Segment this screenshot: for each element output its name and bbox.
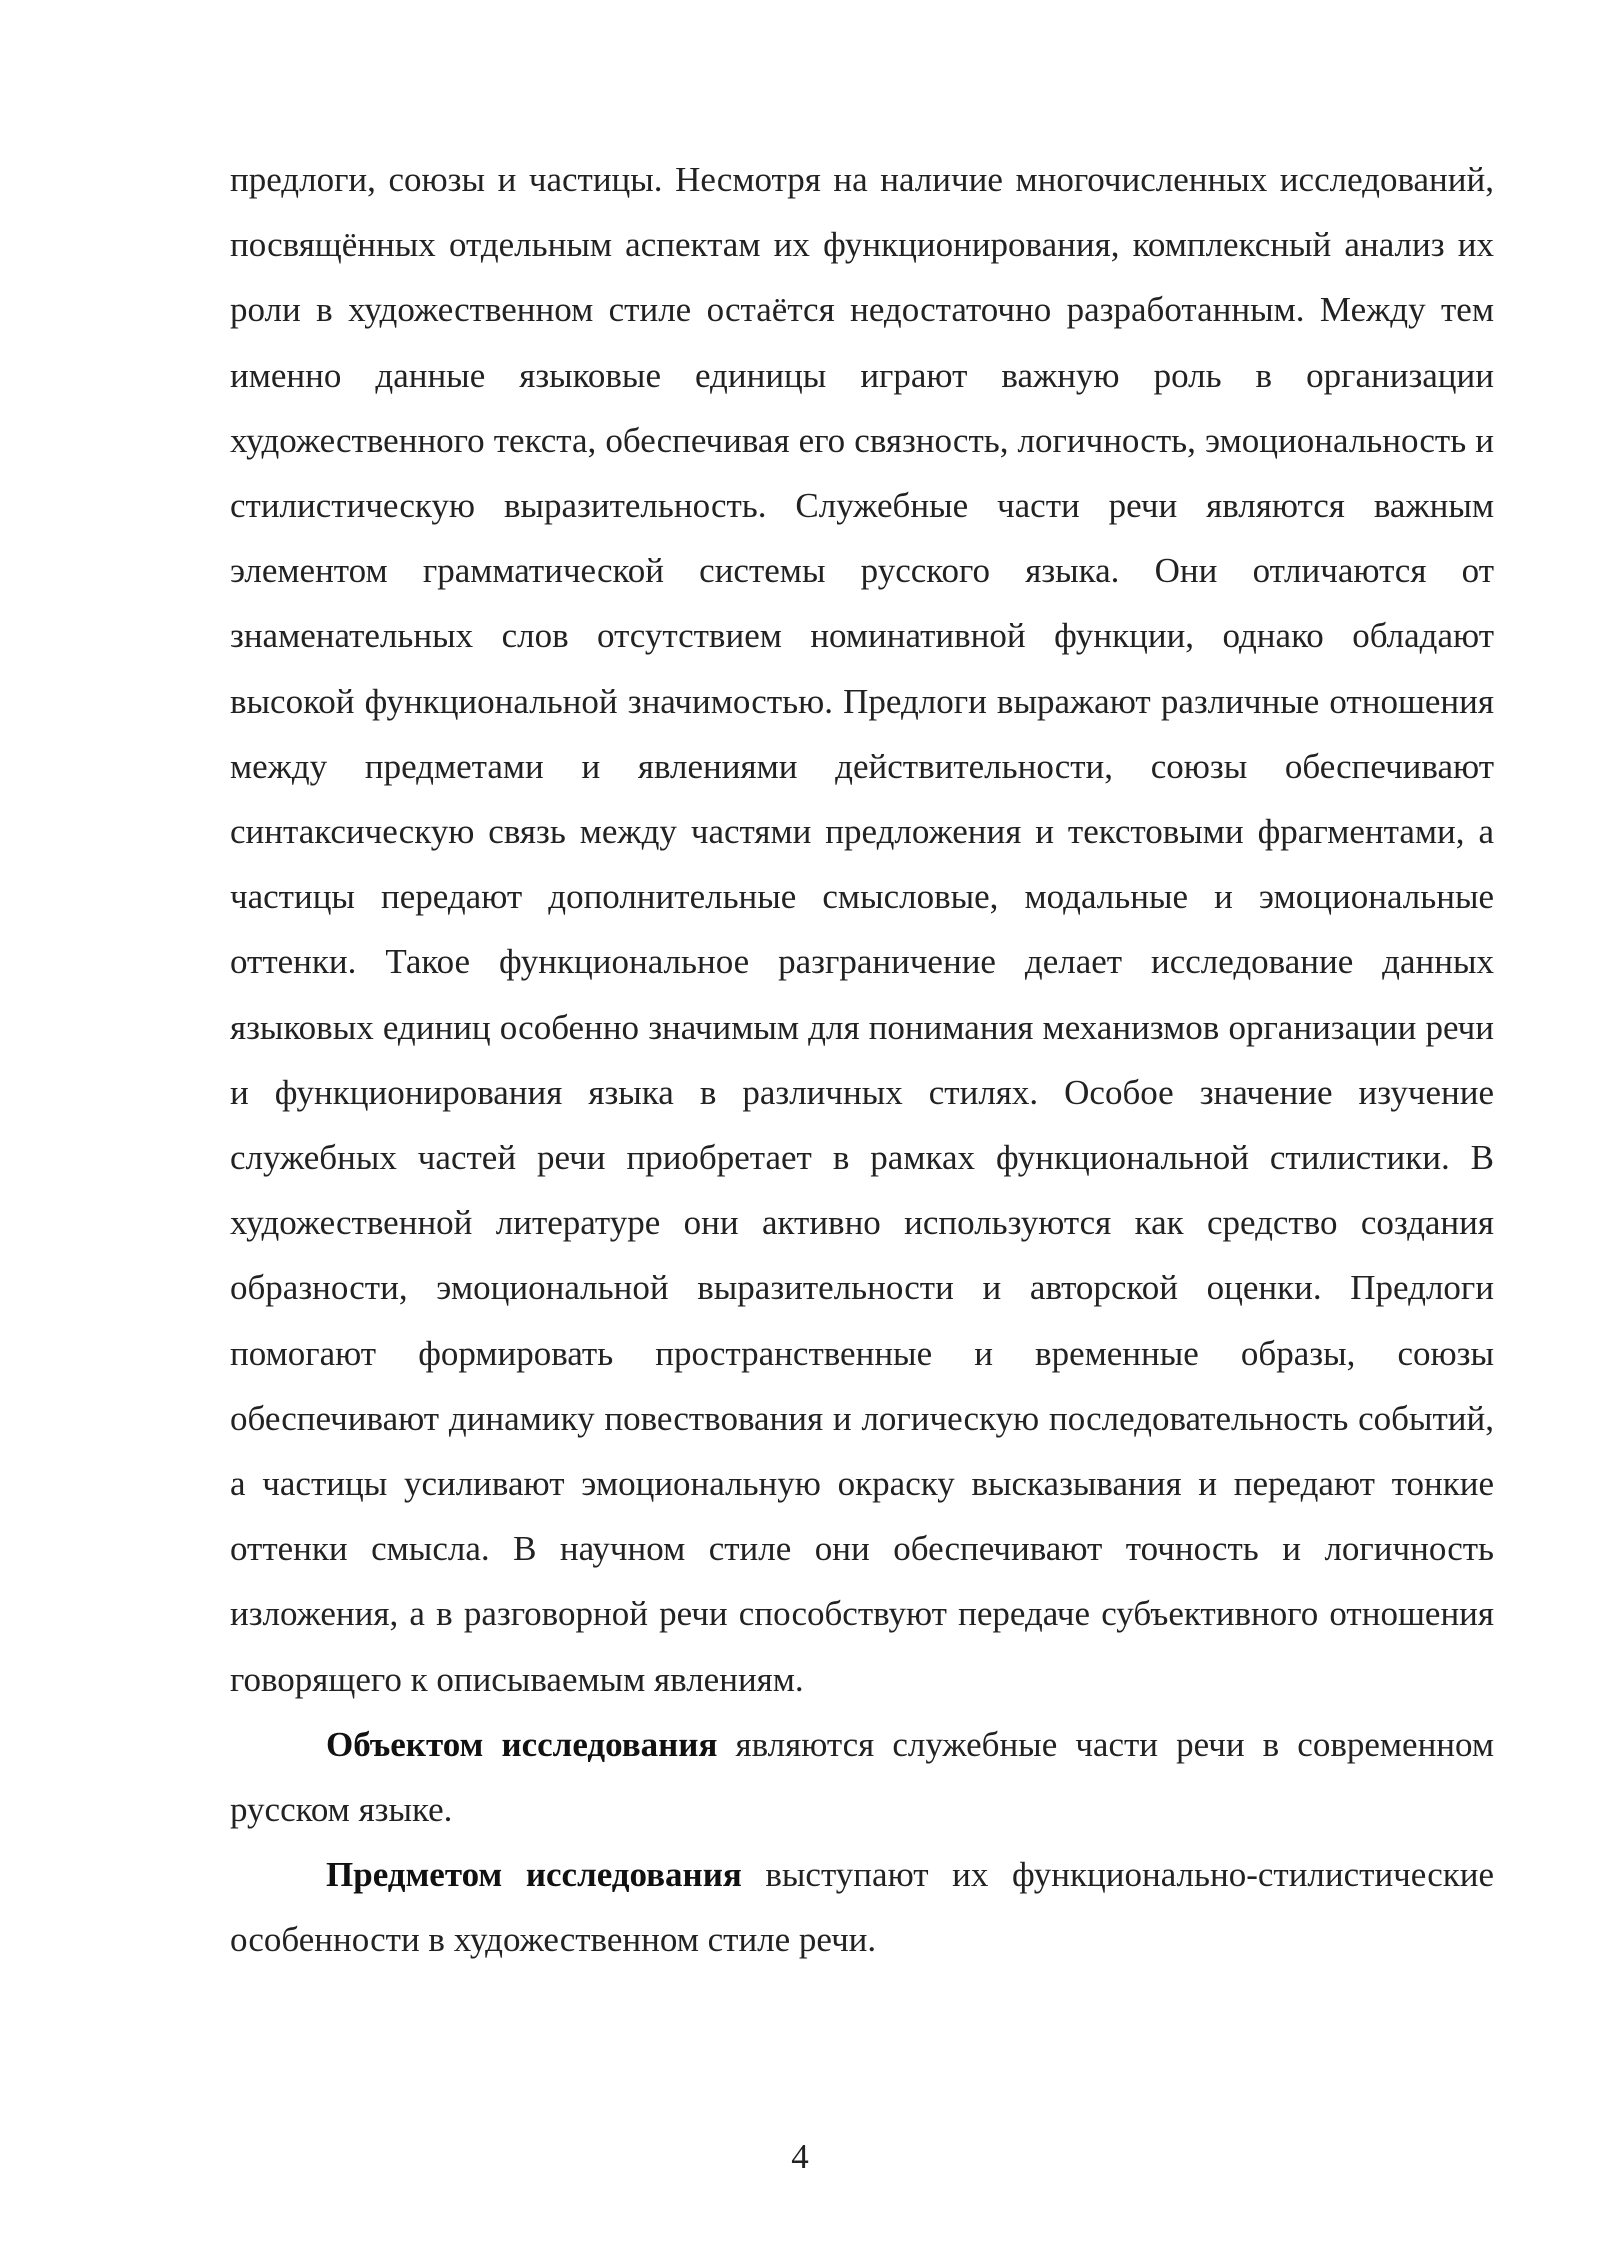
research-object-text: являются служебные части речи в современном русском языке. [230,1724,1495,1830]
body-paragraph [230,147,1494,1712]
document-body [230,147,1494,1973]
research-subject-paragraph [230,1842,1494,1972]
paragraph-text: предлоги, союзы и частицы. Несмотря на наличие многочисленных исследований, посвящённых отдельным аспектам их функционирования, комплексный анализ их роли в художественном стиле остаётся недостаточно разработанным. Между тем именно данные языковые единицы играют важную роль в организации художественного текста, обеспечивая его связность, логичность, эмоциональность и стилистическую выразительность. Служебные части речи являются важным элементом грамматической системы русского языка. Они отличаются от знаменательных слов отсутствием номинативной функции, однако обладают высокой функциональной значимостью. Предлоги выражают различные отношения между предметами и явлениями действительности, союзы обеспечивают синтаксическую связь между частями предложения и текстовыми фрагментами, а частицы передают дополнительные смысловые, модальные и эмоциональные оттенки. Такое функциональное разграничение делает исследование данных языковых единиц особенно значимым для понимания механизмов организации речи и функционирования языка в различных стилях. Особое значение изучение служебных частей речи приобретает в рамках функциональной стилистики. В художественной литературе они активно используются как средство создания образности, эмоциональной выразительности и авторской оценки. Предлоги помогают формировать пространственные и временные образы, союзы обеспечивают динамику повествования и логическую последовательность событий, а частицы усиливают эмоциональную окраску высказывания и передают тонкие оттенки смысла. В научном стиле они обеспечивают точность и логичность изложения, а в разговорной речи способствуют передаче субъективного отношения говорящего к описываемым явлениям. [230,160,1494,1699]
page-number: 4 [791,2137,809,2176]
research-object-label: Объектом исследования [326,1724,718,1764]
research-object-paragraph [230,1712,1494,1842]
research-subject-text: выступают их функционально-стилистические особенности в художественном стиле речи. [230,1855,1494,1960]
research-subject-label: Предметом исследования [326,1855,742,1895]
